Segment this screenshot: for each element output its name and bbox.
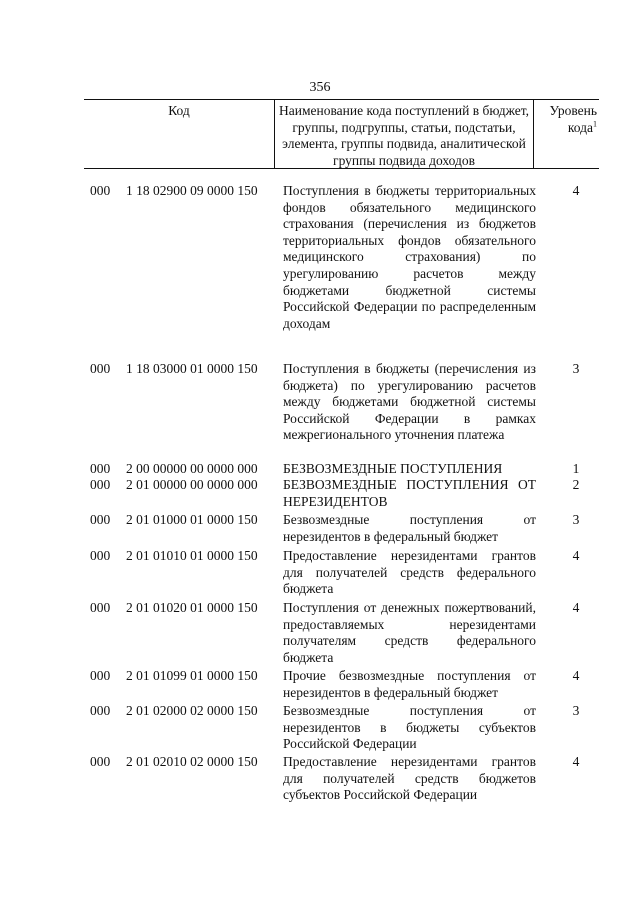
row-prefix: 000 (90, 461, 111, 476)
row-prefix: 000 (90, 361, 111, 376)
row-code: 2 01 01000 01 0000 150 (126, 512, 258, 527)
row-name: Безвозмездные поступления от нерезидентов в федеральный бюджет (283, 512, 536, 544)
row-code: 2 00 00000 00 0000 000 (126, 461, 258, 476)
row-prefix: 000 (90, 600, 111, 615)
table-row (84, 600, 599, 668)
row-level: 4 (572, 668, 580, 683)
row-name: Поступления в бюджеты территориальных фондов обязательного медицинского страхования (перечисления из бюджетов территориальных фондов обязательного медицинского страхования) по урегулированию расчетов между бюджетами бюджетной системы Российской Федерации по распределенным доходам (283, 183, 536, 331)
table-row (84, 461, 599, 477)
page-number: 356 (309, 80, 331, 95)
table-row (84, 183, 599, 361)
row-level: 3 (572, 512, 580, 527)
row-level: 3 (572, 703, 580, 718)
row-level: 3 (572, 361, 580, 376)
table-row (84, 548, 599, 600)
header-level-label: Уровень кода (549, 103, 597, 135)
row-name: Поступления в бюджеты (перечисления из бюджета) по урегулированию расчетов между бюджетами бюджетной системы Российской Федерации в рамках межрегионального уточнения платежа (283, 361, 536, 443)
row-name: Предоставление нерезидентами грантов для получателей средств бюджетов субъектов Российской Федерации (283, 754, 536, 803)
row-prefix: 000 (90, 668, 111, 683)
row-name: Предоставление нерезидентами грантов для получателей средств федерального бюджета (283, 548, 536, 597)
row-code: 2 01 01010 01 0000 150 (126, 548, 258, 563)
row-prefix: 000 (90, 477, 111, 492)
row-code: 2 01 02000 02 0000 150 (126, 703, 258, 718)
table-row (84, 754, 599, 806)
row-prefix: 000 (90, 548, 111, 563)
row-name: БЕЗВОЗМЕЗДНЫЕ ПОСТУПЛЕНИЯ (283, 461, 503, 476)
row-prefix: 000 (90, 754, 111, 769)
row-prefix: 000 (90, 703, 111, 718)
header-name: Наименование кода поступлений в бюджет, группы, подгруппы, статьи, подстатьи, элемента, группы подвида, аналитической группы подвида доходов (274, 100, 534, 168)
row-level: 4 (572, 754, 580, 769)
table-header (84, 99, 599, 169)
row-level: 4 (572, 600, 580, 615)
table-body (84, 183, 599, 806)
row-name: БЕЗВОЗМЕЗДНЫЕ ПОСТУПЛЕНИЯ ОТ НЕРЕЗИДЕНТОВ (283, 477, 536, 509)
row-code: 2 01 01020 01 0000 150 (126, 600, 258, 615)
row-name: Поступления от денежных пожертвований, предоставляемых нерезидентами получателям средств федерального бюджета (283, 600, 536, 665)
row-code: 1 18 03000 01 0000 150 (126, 361, 258, 376)
row-name: Безвозмездные поступления от нерезидентов в бюджеты субъектов Российской Федерации (283, 703, 536, 752)
table-row (84, 477, 599, 512)
row-prefix: 000 (90, 183, 111, 198)
row-code: 1 18 02900 09 0000 150 (126, 183, 258, 198)
row-prefix: 000 (90, 512, 111, 527)
row-code: 2 01 00000 00 0000 000 (126, 477, 258, 492)
table-row (84, 512, 599, 548)
row-level: 4 (572, 548, 580, 563)
row-level: 1 (572, 461, 580, 476)
row-code: 2 01 02010 02 0000 150 (126, 754, 258, 769)
header-level (534, 100, 599, 168)
row-level: 2 (572, 477, 580, 492)
header-code: Код (168, 103, 190, 118)
row-code: 2 01 01099 01 0000 150 (126, 668, 258, 683)
table-row (84, 668, 599, 703)
table-row (84, 361, 599, 461)
table-row (84, 703, 599, 754)
row-level: 4 (572, 183, 580, 198)
row-name: Прочие безвозмездные поступления от нерезидентов в федеральный бюджет (283, 668, 536, 700)
header-level-footnote: 1 (593, 119, 597, 128)
